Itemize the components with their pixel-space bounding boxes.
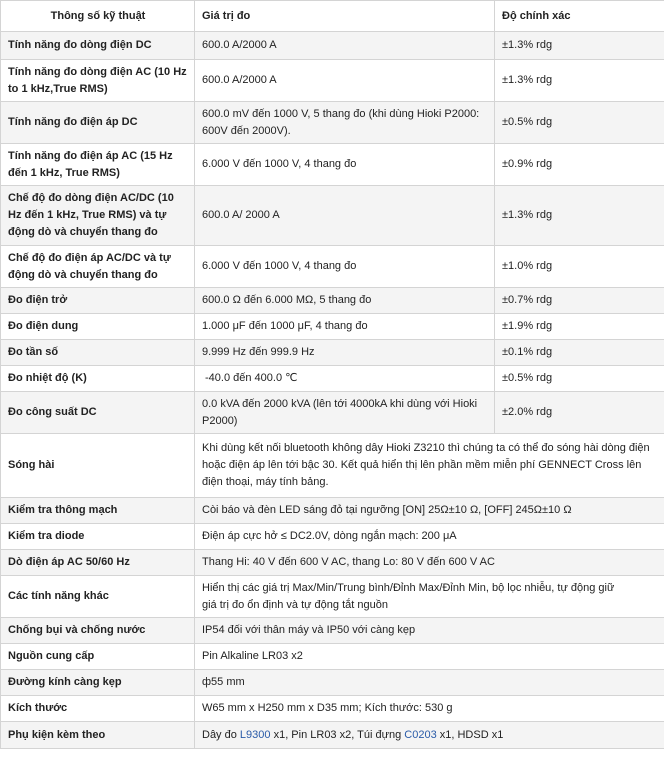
row-value: 600.0 Ω đến 6.000 MΩ, 5 thang đo (195, 288, 495, 314)
accessory-link-c0203[interactable]: C0203 (404, 728, 437, 741)
table-row (1, 550, 664, 576)
table-row (1, 60, 664, 102)
row-value: 0.0 kVA đến 2000 kVA (lên tới 4000kA khi dùng với Hioki P2000) (195, 392, 495, 434)
accessories-text-2: x1, Pin LR03 x2, Túi đựng (270, 728, 405, 741)
row-value: 1.000 μF đến 1000 μF, 4 thang đo (195, 314, 495, 340)
row-name: Tính năng đo điện áp DC (1, 102, 195, 144)
row-value: Hiển thị các giá trị Max/Min/Trung bình/Đỉnh Max/Đỉnh Min, bộ lọc nhiễu, tự động giữ giá trị đo ổn định và tự động tắt nguồn (195, 576, 664, 618)
row-value: 600.0 A/2000 A (195, 32, 495, 60)
table-row (1, 670, 664, 696)
table-row (1, 32, 664, 60)
row-value: IP54 đối với thân máy và IP50 với càng kẹp (195, 618, 664, 644)
header-accuracy: Độ chính xác (495, 1, 664, 32)
row-name: Đo tần số (1, 340, 195, 366)
header-value: Giá trị đo (195, 1, 495, 32)
row-value: 6.000 V đến 1000 V, 4 thang đo (195, 144, 495, 186)
row-name: Dò điện áp AC 50/60 Hz (1, 550, 195, 576)
row-name: Các tính năng khác (1, 576, 195, 618)
row-value: Khi dùng kết nối bluetooth không dây Hioki Z3210 thì chúng ta có thể đo sóng hài dòng điện hoặc điện áp lên tới bậc 30. Kết quả hiển thị lên phần mềm miễn phí GENNECT Cross lên điện thoại, máy tính bảng. (195, 434, 664, 498)
row-value: W65 mm x H250 mm x D35 mm; Kích thước: 530 g (195, 696, 664, 722)
header-row (1, 1, 664, 32)
row-name: Nguồn cung cấp (1, 644, 195, 670)
table-row (1, 696, 664, 722)
row-accuracy: ±1.3% rdg (495, 60, 664, 102)
row-name: Kiểm tra diode (1, 524, 195, 550)
table-row (1, 498, 664, 524)
row-value: Điện áp cực hở ≤ DC2.0V, dòng ngắn mạch: 200 μA (195, 524, 664, 550)
accessory-link-l9300[interactable]: L9300 (239, 728, 271, 741)
row-name: Tính năng đo dòng điện AC (10 Hz to 1 kHz,True RMS) (1, 60, 195, 102)
row-value: Thang Hi: 40 V đến 600 V AC, thang Lo: 80 V đến 600 V AC (195, 550, 664, 576)
table-row (1, 340, 664, 366)
row-value: 600.0 mV đến 1000 V, 5 thang đo (khi dùng Hioki P2000: 600V đến 2000V). (195, 102, 495, 144)
table-row (1, 618, 664, 644)
row-accuracy: ±0.9% rdg (495, 144, 664, 186)
row-accuracy: ±0.7% rdg (495, 288, 664, 314)
table-row (1, 102, 664, 144)
row-name: Đo điện trở (1, 288, 195, 314)
row-name: Đo điện dung (1, 314, 195, 340)
row-value: ф55 mm (195, 670, 664, 696)
row-name: Chống bụi và chống nước (1, 618, 195, 644)
row-name: Đường kính càng kẹp (1, 670, 195, 696)
table-row (1, 644, 664, 670)
row-name: Phụ kiện kèm theo (1, 722, 195, 749)
table-row (1, 246, 664, 288)
row-name: Tính năng đo dòng điện DC (1, 32, 195, 60)
row-name: Chế độ đo điện áp AC/DC và tự động dò và chuyển thang đo (1, 246, 195, 288)
row-accuracy: ±0.1% rdg (495, 340, 664, 366)
accessories-text-1: Dây đo (202, 728, 240, 741)
row-accuracy: ±1.3% rdg (495, 186, 664, 246)
table-row (1, 722, 664, 749)
accessories-text-3: x1, HDSD x1 (436, 728, 504, 741)
table-row (1, 576, 664, 618)
row-value: 600.0 A/2000 A (195, 60, 495, 102)
row-value (195, 722, 664, 749)
row-name: Sóng hài (1, 434, 195, 498)
row-value: 9.999 Hz đến 999.9 Hz (195, 340, 495, 366)
row-name: Tính năng đo điện áp AC (15 Hz đến 1 kHz, True RMS) (1, 144, 195, 186)
row-value: 600.0 A/ 2000 A (195, 186, 495, 246)
row-value: 6.000 V đến 1000 V, 4 thang đo (195, 246, 495, 288)
header-param: Thông số kỹ thuật (1, 1, 195, 32)
row-accuracy: ±0.5% rdg (495, 366, 664, 392)
table-row (1, 524, 664, 550)
row-accuracy: ±2.0% rdg (495, 392, 664, 434)
row-name: Kích thước (1, 696, 195, 722)
table-row (1, 366, 664, 392)
row-name: Đo nhiệt độ (K) (1, 366, 195, 392)
table-row (1, 144, 664, 186)
row-name: Đo công suất DC (1, 392, 195, 434)
row-accuracy: ±1.3% rdg (495, 32, 664, 60)
table-row (1, 314, 664, 340)
row-value: Pin Alkaline LR03 x2 (195, 644, 664, 670)
row-name: Chế độ đo dòng điện AC/DC (10 Hz đến 1 kHz, True RMS) và tự động dò và chuyển thang đo (1, 186, 195, 246)
row-accuracy: ±1.9% rdg (495, 314, 664, 340)
row-accuracy: ±1.0% rdg (495, 246, 664, 288)
table-row (1, 392, 664, 434)
row-name: Kiểm tra thông mạch (1, 498, 195, 524)
row-accuracy: ±0.5% rdg (495, 102, 664, 144)
table-row (1, 288, 664, 314)
table-row (1, 434, 664, 498)
table-row (1, 186, 664, 246)
row-value: Còi báo và đèn LED sáng đỏ tại ngưỡng [ON] 25Ω±10 Ω, [OFF] 245Ω±10 Ω (195, 498, 664, 524)
row-value: -40.0 đến 400.0 ℃ (195, 366, 495, 392)
